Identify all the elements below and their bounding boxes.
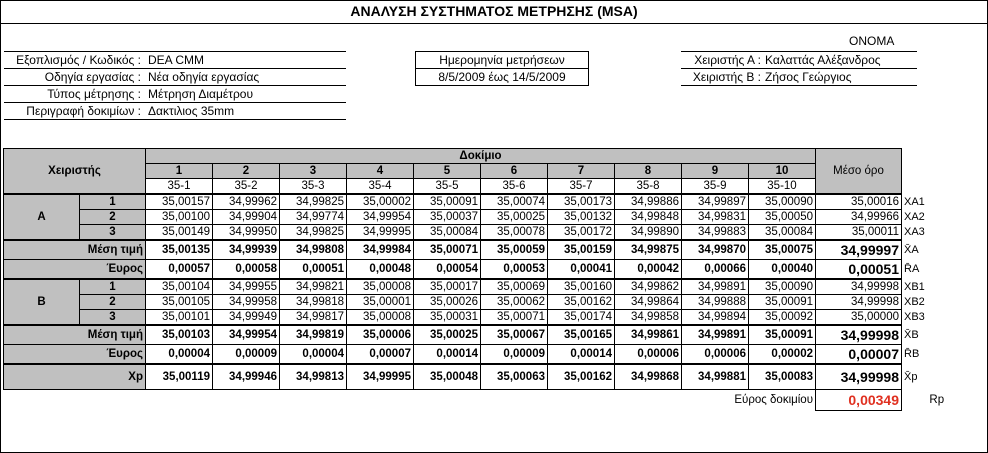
- measurement-cell[interactable]: 35,00090: [749, 194, 816, 210]
- measurement-cell[interactable]: 34,99897: [682, 194, 749, 210]
- trial-mean: 35,00016: [816, 194, 902, 210]
- sample-code: 35-8: [615, 179, 682, 195]
- measurement-cell[interactable]: 34,99954: [347, 210, 414, 225]
- info-line-3: [4, 102, 346, 103]
- measurement-cell[interactable]: 35,00084: [414, 225, 481, 241]
- mean-row-label: Μέση τιμή: [4, 240, 146, 260]
- xp-value: 35,00162: [548, 364, 615, 390]
- measurement-cell[interactable]: 35,00074: [481, 194, 548, 210]
- measurement-cell[interactable]: 34,99888: [682, 295, 749, 310]
- trial-symbol: XA2: [904, 211, 925, 223]
- range-samples-label: Εύρος δοκιμίου: [734, 394, 813, 406]
- mean-value: 34,99984: [347, 240, 414, 260]
- measurement-cell[interactable]: 34,99890: [615, 225, 682, 241]
- measurement-cell[interactable]: 34,99894: [682, 310, 749, 326]
- measurement-cell[interactable]: 34,99886: [615, 194, 682, 210]
- mean-value: 34,99875: [615, 240, 682, 260]
- measurement-cell[interactable]: 34,99904: [213, 210, 280, 225]
- op-line-0: [681, 51, 917, 52]
- desc-label: Περιγραφή δοκιμίων :: [26, 104, 141, 118]
- trial-mean: 35,00000: [816, 310, 902, 326]
- xp-total: 34,99998: [816, 364, 902, 390]
- trial-row: [4, 295, 972, 310]
- trial-row: [4, 310, 972, 326]
- measurement-cell[interactable]: 35,00100: [146, 210, 213, 225]
- desc-value[interactable]: Δακτιλιος 35mm: [148, 104, 235, 118]
- measurement-cell[interactable]: 34,99950: [213, 225, 280, 241]
- measurement-cell[interactable]: 34,99821: [280, 279, 347, 295]
- sample-code: 35-3: [280, 179, 347, 195]
- measurement-cell[interactable]: 35,00069: [481, 279, 548, 295]
- operator-a-label: Χειριστής Α :: [694, 53, 761, 67]
- mean-value: 35,00159: [548, 240, 615, 260]
- operator-b-value[interactable]: Ζήσος Γεώργιος: [765, 70, 852, 84]
- measurement-cell[interactable]: 35,00025: [481, 210, 548, 225]
- sample-number: 2: [213, 164, 280, 179]
- rp-row: [4, 390, 972, 411]
- sample-number: 6: [481, 164, 548, 179]
- measurement-cell[interactable]: 35,00017: [414, 279, 481, 295]
- trial-row: [4, 194, 972, 210]
- info-line-4: [4, 119, 346, 120]
- sample-code: 35-9: [682, 179, 749, 195]
- measurement-cell[interactable]: 35,00132: [548, 210, 615, 225]
- xp-value: 35,00119: [146, 364, 213, 390]
- measurement-cell[interactable]: 34,99864: [615, 295, 682, 310]
- info-line-1: [4, 68, 346, 69]
- range-value: 0,00006: [682, 345, 749, 365]
- measurement-cell[interactable]: 35,00084: [749, 225, 816, 241]
- trial-symbol: XA1: [904, 195, 925, 208]
- measurement-cell[interactable]: 35,00008: [347, 310, 414, 326]
- range-value: 0,00058: [213, 260, 280, 280]
- range-value: 0,00007: [347, 345, 414, 365]
- measurement-cell[interactable]: 35,00002: [347, 194, 414, 210]
- spacer-cell: [4, 390, 146, 411]
- mean-symbol: X̄B: [904, 328, 919, 341]
- xp-value: 35,00048: [414, 364, 481, 390]
- range-row: [4, 345, 972, 365]
- trial-symbol: XB1: [904, 280, 925, 293]
- trial-symbol: XB2: [904, 296, 925, 308]
- measurement-cell[interactable]: 34,99818: [280, 295, 347, 310]
- instruction-value[interactable]: Νέα οδηγία εργασίας: [148, 70, 260, 84]
- sample-code: 35-5: [414, 179, 481, 195]
- measurement-cell[interactable]: 34,99955: [213, 279, 280, 295]
- measurement-cell[interactable]: 35,00101: [146, 310, 213, 326]
- equipment-label: Εξοπλισμός / Κωδικός :: [16, 53, 141, 67]
- range-value: 0,00054: [414, 260, 481, 280]
- range-value: 0,00066: [682, 260, 749, 280]
- op-line-1: [681, 68, 917, 69]
- measurement-cell[interactable]: 35,00092: [749, 310, 816, 326]
- mean-value: 34,99870: [682, 240, 749, 260]
- measurement-cell[interactable]: 35,00050: [749, 210, 816, 225]
- measurement-cell[interactable]: 35,00071: [481, 310, 548, 326]
- sample-number: 5: [414, 164, 481, 179]
- sample-header: Δοκίμιο: [146, 149, 816, 164]
- measurement-cell[interactable]: 35,00091: [749, 295, 816, 310]
- measurement-cell[interactable]: 35,00062: [481, 295, 548, 310]
- operator-b-label: Χειριστής Β :: [692, 70, 761, 84]
- msa-table: [3, 148, 972, 411]
- measurement-cell[interactable]: 34,99858: [615, 310, 682, 326]
- sample-number: 9: [682, 164, 749, 179]
- range-row: [4, 260, 972, 280]
- mean-value: 35,00067: [481, 325, 548, 345]
- sample-number: 4: [347, 164, 414, 179]
- measurement-cell[interactable]: 34,99958: [213, 295, 280, 310]
- measurement-cell[interactable]: 35,00090: [749, 279, 816, 295]
- measurement-cell[interactable]: 34,99949: [213, 310, 280, 326]
- mean-value: 35,00135: [146, 240, 213, 260]
- trial-mean: 34,99998: [816, 279, 902, 295]
- measurement-cell[interactable]: 35,00174: [548, 310, 615, 326]
- range-value: 0,00004: [280, 345, 347, 365]
- trial-mean: 35,00011: [816, 225, 902, 241]
- range-value: 0,00042: [615, 260, 682, 280]
- sample-number: 3: [280, 164, 347, 179]
- mean-row: [4, 325, 972, 345]
- xp-value: 34,99995: [347, 364, 414, 390]
- sample-number: 1: [146, 164, 213, 179]
- rp-value: 0,00349: [816, 390, 902, 411]
- trial-number: 1: [80, 194, 146, 210]
- xp-value: 34,99881: [682, 364, 749, 390]
- trial-mean: 34,99966: [816, 210, 902, 225]
- measurement-cell[interactable]: 34,99883: [682, 225, 749, 241]
- operator-header: Χειριστής: [4, 149, 146, 195]
- operator-mean-total: 34,99997: [816, 240, 902, 260]
- mean-value: 34,99939: [213, 240, 280, 260]
- xp-value: 34,99946: [213, 364, 280, 390]
- equipment-value[interactable]: DEA CMM: [148, 53, 205, 67]
- trial-number: 3: [80, 225, 146, 241]
- sample-code: 35-2: [213, 179, 280, 195]
- measurement-cell[interactable]: 34,99891: [682, 279, 749, 295]
- mean-value: 35,00006: [347, 325, 414, 345]
- instruction-label: Οδηγία εργασίας :: [44, 70, 141, 84]
- mean-value: 34,99861: [615, 325, 682, 345]
- range-value: 0,00014: [548, 345, 615, 365]
- mean-value: 35,00025: [414, 325, 481, 345]
- measurement-cell[interactable]: 35,00160: [548, 279, 615, 295]
- info-line-0: [4, 51, 346, 52]
- xp-value: 34,99868: [615, 364, 682, 390]
- operator-name: Α: [4, 194, 80, 240]
- trial-symbol: XB3: [904, 311, 925, 324]
- mean-value: 34,99954: [213, 325, 280, 345]
- measurement-cell[interactable]: 34,99962: [213, 194, 280, 210]
- measurement-cell[interactable]: 34,99995: [347, 225, 414, 241]
- range-value: 0,00004: [146, 345, 213, 365]
- xp-symbol: X̄p: [904, 370, 918, 383]
- mean-value: 34,99819: [280, 325, 347, 345]
- mean-value: 35,00071: [414, 240, 481, 260]
- measurement-cell[interactable]: 35,00157: [146, 194, 213, 210]
- measurement-cell[interactable]: 35,00172: [548, 225, 615, 241]
- range-row-label: Έυρος: [4, 345, 146, 365]
- measurement-cell[interactable]: 35,00078: [481, 225, 548, 241]
- range-value: 0,00051: [280, 260, 347, 280]
- sheet-title: ΑΝΑΛΥΣΗ ΣΥΣΤΗΜΑΤΟΣ ΜΕΤΡΗΣΗΣ (MSA): [350, 3, 638, 19]
- trial-symbol: XA3: [904, 226, 925, 239]
- measurement-cell[interactable]: 34,99831: [682, 210, 749, 225]
- operator-range-total: 0,00051: [816, 260, 902, 280]
- xp-value: 35,00063: [481, 364, 548, 390]
- xp-value: 35,00083: [749, 364, 816, 390]
- trial-row: [4, 210, 972, 225]
- sample-code: 35-7: [548, 179, 615, 195]
- measurement-cell[interactable]: 34,99862: [615, 279, 682, 295]
- name-label: ΟΝΟΜΑ: [849, 34, 895, 48]
- trial-number: 2: [80, 295, 146, 310]
- mean-value: 35,00103: [146, 325, 213, 345]
- sample-number: 7: [548, 164, 615, 179]
- measurement-cell[interactable]: 34,99817: [280, 310, 347, 326]
- measurement-cell[interactable]: 35,00031: [414, 310, 481, 326]
- dates-label: Ημερομηνία μετρήσεων: [439, 53, 565, 67]
- measurement-cell[interactable]: 35,00037: [414, 210, 481, 225]
- operator-name: Β: [4, 279, 80, 325]
- header-row: [4, 149, 972, 164]
- type-value[interactable]: Μέτρηση Διαμέτρου: [148, 87, 254, 101]
- measurement-cell[interactable]: 35,00104: [146, 279, 213, 295]
- measurement-cell[interactable]: 35,00105: [146, 295, 213, 310]
- dates-divider: [415, 68, 589, 69]
- mean-value: 35,00165: [548, 325, 615, 345]
- xp-label: Xp: [4, 364, 146, 390]
- trial-number: 1: [80, 279, 146, 295]
- spacer-cell: [902, 149, 972, 195]
- xp-value: 34,99813: [280, 364, 347, 390]
- measurement-cell[interactable]: 34,99825: [280, 225, 347, 241]
- mean-symbol: X̄A: [904, 243, 919, 256]
- mean-value: 34,99891: [682, 325, 749, 345]
- measurement-cell[interactable]: 35,00001: [347, 295, 414, 310]
- sample-code: 35-10: [749, 179, 816, 195]
- range-value: 0,00041: [548, 260, 615, 280]
- range-value: 0,00048: [347, 260, 414, 280]
- range-value: 0,00009: [213, 345, 280, 365]
- xp-row: [4, 364, 972, 390]
- title-divider: [1, 23, 987, 24]
- measurement-cell[interactable]: 34,99825: [280, 194, 347, 210]
- operator-mean-total: 34,99998: [816, 325, 902, 345]
- range-row-label: Έυρος: [4, 260, 146, 280]
- range-symbol: R̄A: [904, 263, 920, 276]
- sample-number: 8: [615, 164, 682, 179]
- sample-code: 35-1: [146, 179, 213, 195]
- sample-code: 35-6: [481, 179, 548, 195]
- measurement-cell[interactable]: 34,99774: [280, 210, 347, 225]
- range-value: 0,00002: [749, 345, 816, 365]
- info-line-2: [4, 85, 346, 86]
- measurement-cell[interactable]: 35,00026: [414, 295, 481, 310]
- type-label: Τύπος μέτρησης :: [47, 87, 141, 101]
- range-symbol: R̄B: [904, 348, 920, 361]
- range-value: 0,00006: [615, 345, 682, 365]
- range-value: 0,00040: [749, 260, 816, 280]
- operator-range-total: 0,00007: [816, 345, 902, 365]
- measurement-cell[interactable]: 35,00008: [347, 279, 414, 295]
- trial-number: 2: [80, 210, 146, 225]
- measurement-cell[interactable]: 35,00162: [548, 295, 615, 310]
- rp-symbol: Rp: [929, 393, 945, 406]
- range-value: 0,00009: [481, 345, 548, 365]
- range-value: 0,00014: [414, 345, 481, 365]
- measurement-cell[interactable]: 35,00173: [548, 194, 615, 210]
- mean-header: Μέσο όρο: [816, 149, 902, 195]
- trial-row: [4, 279, 972, 295]
- sample-code: 35-4: [347, 179, 414, 195]
- mean-value: 34,99808: [280, 240, 347, 260]
- mean-value: 35,00091: [749, 325, 816, 345]
- measurement-cell[interactable]: 35,00091: [414, 194, 481, 210]
- trial-number: 3: [80, 310, 146, 326]
- mean-value: 35,00075: [749, 240, 816, 260]
- mean-row: [4, 240, 972, 260]
- mean-value: 35,00059: [481, 240, 548, 260]
- measurement-cell[interactable]: 35,00149: [146, 225, 213, 241]
- dates-value[interactable]: 8/5/2009 έως 14/5/2009: [438, 70, 566, 84]
- sample-number: 10: [749, 164, 816, 179]
- measurement-cell[interactable]: 34,99848: [615, 210, 682, 225]
- operator-a-value[interactable]: Καλαττάς Αλέξανδρος: [765, 53, 881, 67]
- range-value: 0,00057: [146, 260, 213, 280]
- trial-row: [4, 225, 972, 241]
- range-value: 0,00053: [481, 260, 548, 280]
- op-line-2: [681, 85, 917, 86]
- mean-row-label: Μέση τιμή: [4, 325, 146, 345]
- trial-mean: 34,99998: [816, 295, 902, 310]
